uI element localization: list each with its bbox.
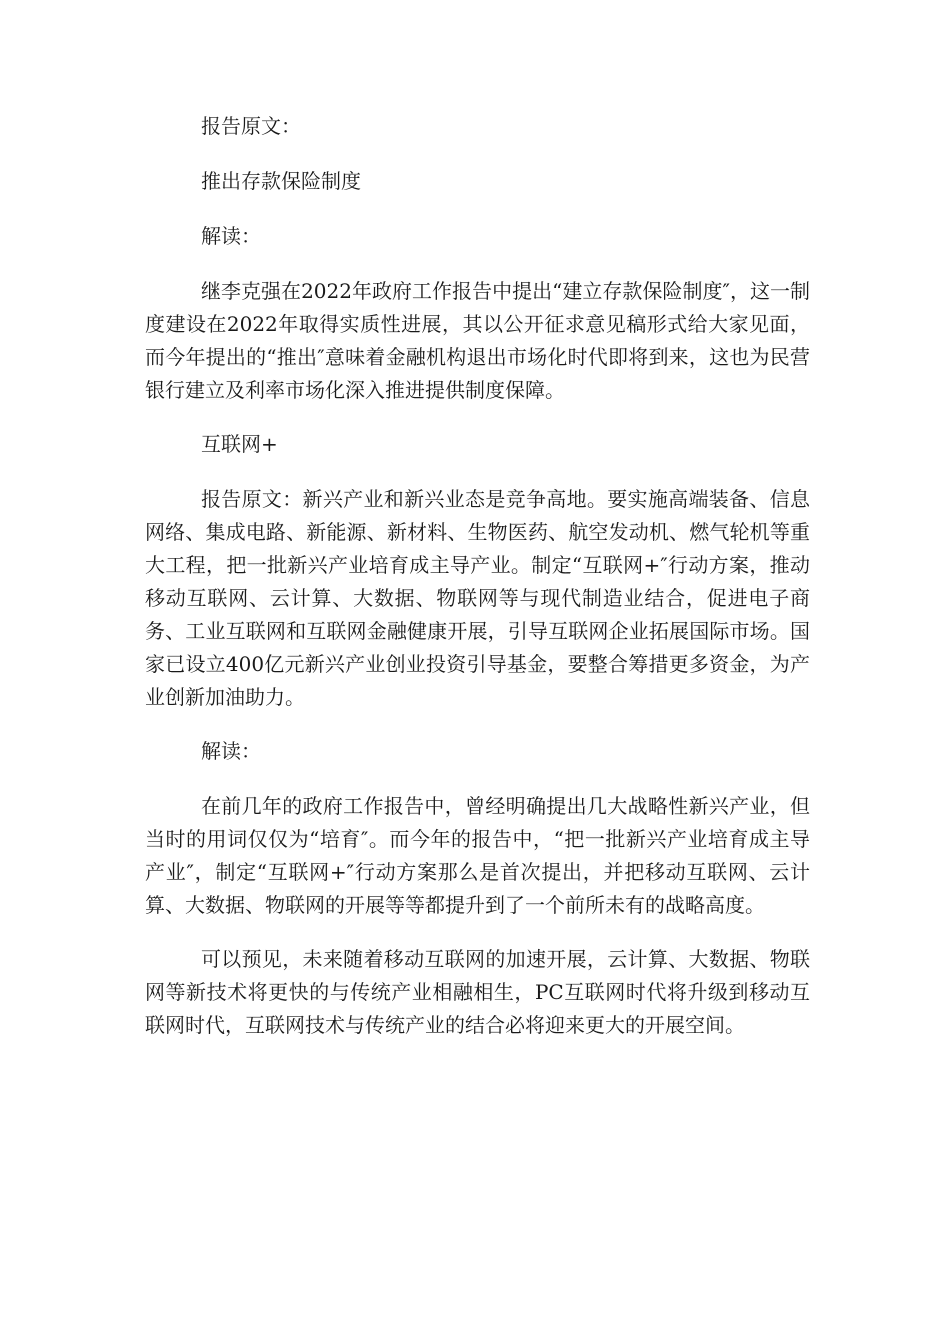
internet-plus-report-original: 报告原文：新兴产业和新兴业态是竞争高地。要实施高端装备、信息网络、集成电路、新能源、新材料、生物医药、航空发动机、燃气轮机等重大工程，把一批新兴产业培育成主导产业。制定“互联网+″行动方案，推动移动互联网、云计算、大数据、物联网等与现代制造业结合，促进电子商务、工业互联网和互联网金融健康开展，引导互联网企业拓展国际市场。国家已设立400亿元新兴产业创业投资引导基金，要整合筹措更多资金，为产业创新加油助力。 — [145, 487, 810, 709]
report-original-label: 报告原文： — [201, 114, 301, 138]
internet-plus-interpretation: 在前几年的政府工作报告中，曾经明确提出几大战略性新兴产业，但当时的用词仅仅为“培育″。而今年的报告中，“把一批新兴产业培育成主导产业″，制定“互联网+″行动方案那么是首次提出，并把移动互联网、云计算、大数据、物联网的开展等等都提升到了一个前所未有的战略高度。 — [145, 794, 810, 917]
interpretation-label-2: 解读： — [201, 739, 261, 763]
document-body — [145, 110, 810, 1063]
internet-plus-outlook: 可以预见，未来随着移动互联网的加速开展，云计算、大数据、物联网等新技术将更快的与传统产业相融相生，PC互联网时代将升级到移动互联网时代，互联网技术与传统产业的结合必将迎来更大的开展空间。 — [145, 947, 810, 1037]
internet-plus-heading: 互联网+ — [201, 432, 278, 456]
deposit-insurance-heading: 推出存款保险制度 — [201, 169, 361, 193]
interpretation-label: 解读： — [201, 224, 261, 248]
deposit-insurance-interpretation: 继李克强在2022年政府工作报告中提出“建立存款保险制度″，这一制度建设在2022年取得实质性进展，其以公开征求意见稿形式给大家见面，而今年提出的“推出″意味着金融机构退出市场化时代即将到来，这也为民营银行建立及利率市场化深入推进提供制度保障。 — [145, 279, 810, 402]
